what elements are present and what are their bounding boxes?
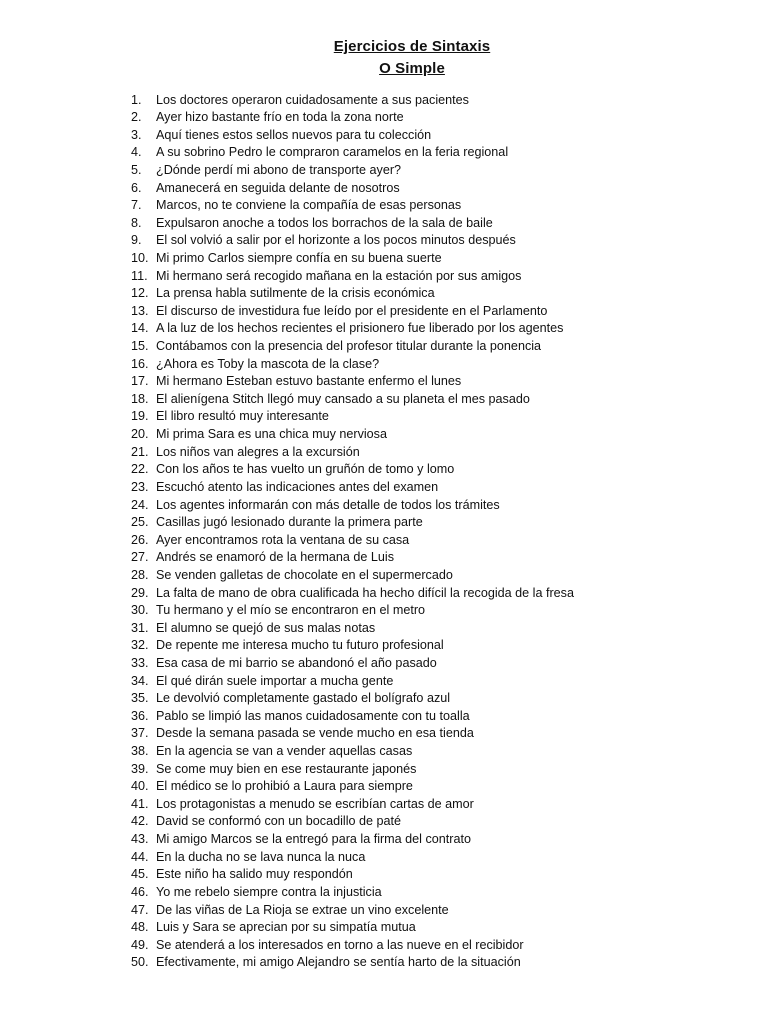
exercise-item (131, 461, 574, 479)
exercise-item (131, 761, 574, 779)
exercise-text: El alienígena Stitch llegó muy cansado a su planeta el mes pasado (156, 391, 530, 406)
exercise-number: 50. (131, 955, 149, 970)
exercise-number: 3. (131, 127, 142, 142)
exercise-item (131, 637, 574, 655)
exercise-number: 29. (131, 585, 149, 600)
exercise-item (131, 215, 574, 233)
document-subtitle: O Simple (379, 60, 445, 77)
exercise-text: Desde la semana pasada se vende mucho en esa tienda (156, 726, 474, 741)
exercise-number: 12. (131, 286, 149, 301)
exercise-number: 45. (131, 867, 149, 882)
exercise-item (131, 919, 574, 937)
exercise-item (131, 725, 574, 743)
exercise-item (131, 479, 574, 497)
exercise-number: 19. (131, 409, 149, 424)
exercise-text: Andrés se enamoró de la hermana de Luis (156, 550, 395, 565)
exercise-item (131, 285, 574, 303)
exercise-number: 32. (131, 638, 149, 653)
exercise-item (131, 303, 574, 321)
exercise-item (131, 796, 574, 814)
exercise-number: 30. (131, 603, 149, 618)
exercise-text: Aquí tienes estos sellos nuevos para tu colección (156, 127, 432, 142)
exercise-item (131, 162, 574, 180)
exercise-item (131, 902, 574, 920)
exercise-number: 16. (131, 356, 149, 371)
exercise-item (131, 690, 574, 708)
exercise-text: A la luz de los hechos recientes el prisionero fue liberado por los agentes (156, 321, 564, 336)
exercise-item (131, 109, 574, 127)
exercise-number: 6. (131, 180, 142, 195)
exercise-item (131, 549, 574, 567)
exercise-text: Mi hermano Esteban estuvo bastante enfermo el lunes (156, 374, 462, 389)
exercise-text: Los niños van alegres a la excursión (156, 444, 360, 459)
exercise-item (131, 831, 574, 849)
exercise-number: 28. (131, 567, 149, 582)
exercise-text: Los protagonistas a menudo se escribían cartas de amor (156, 796, 474, 811)
exercise-item (131, 778, 574, 796)
exercise-item (131, 602, 574, 620)
exercise-text: Esa casa de mi barrio se abandonó el año pasado (156, 656, 437, 670)
exercise-list (131, 92, 574, 972)
exercise-text: Los doctores operaron cuidadosamente a sus pacientes (156, 92, 469, 107)
exercise-item (131, 408, 574, 426)
exercise-number: 5. (131, 162, 142, 177)
exercise-text: Yo me rebelo siempre contra la injusticia (156, 884, 382, 899)
exercise-number: 21. (131, 444, 149, 459)
exercise-item (131, 849, 574, 867)
exercise-number: 22. (131, 462, 149, 477)
exercise-item (131, 813, 574, 831)
exercise-number: 11. (131, 268, 148, 283)
exercise-number: 46. (131, 884, 149, 899)
exercise-item (131, 743, 574, 761)
title-block (0, 36, 768, 80)
exercise-number: 15. (131, 339, 149, 354)
exercise-text: Efectivamente, mi amigo Alejandro se sentía harto de la situación (156, 955, 521, 970)
exercise-item (131, 585, 574, 603)
exercise-text: Con los años te has vuelto un gruñón de tomo y lomo (156, 462, 455, 477)
exercise-text: La prensa habla sutilmente de la crisis económica (156, 286, 435, 301)
exercise-item (131, 250, 574, 268)
exercise-text: El médico se lo prohibió a Laura para siempre (156, 779, 413, 794)
exercise-text: Tu hermano y el mío se encontraron en el metro (156, 603, 426, 618)
exercise-item (131, 708, 574, 726)
exercise-item (131, 444, 574, 462)
exercise-item (131, 673, 574, 691)
exercise-item (131, 144, 574, 162)
exercise-text: A su sobrino Pedro le compraron caramelos en la feria regional (156, 145, 509, 160)
exercise-number: 26. (131, 532, 149, 547)
exercise-item (131, 954, 574, 972)
exercise-item (131, 391, 574, 409)
exercise-item (131, 426, 574, 444)
exercise-text: ¿Dónde perdí mi abono de transporte ayer? (156, 162, 402, 177)
exercise-text: Expulsaron anoche a todos los borrachos de la sala de baile (156, 215, 493, 230)
exercise-text: Mi hermano será recogido mañana en la estación por sus amigos (156, 268, 522, 283)
exercise-text: Se atenderá a los interesados en torno a las nueve en el recibidor (156, 937, 524, 952)
exercise-number: 13. (131, 303, 149, 318)
exercise-text: Mi amigo Marcos se la entregó para la firma del contrato (156, 832, 471, 847)
exercise-item (131, 532, 574, 550)
exercise-number: 48. (131, 920, 149, 935)
exercise-number: 35. (131, 691, 149, 706)
exercise-number: 20. (131, 427, 149, 442)
exercise-text: Se venden galletas de chocolate en el supermercado (156, 567, 453, 582)
exercise-text: Contábamos con la presencia del profesor titular durante la ponencia (156, 339, 542, 354)
exercise-item (131, 497, 574, 515)
exercise-text: David se conformó con un bocadillo de paté (156, 814, 402, 829)
exercise-number: 43. (131, 832, 149, 847)
exercise-number: 10. (131, 250, 149, 265)
exercise-item (131, 655, 574, 673)
exercise-text: El libro resultó muy interesante (156, 409, 329, 424)
exercise-text: De las viñas de La Rioja se extrae un vino excelente (156, 902, 449, 917)
exercise-number: 27. (131, 550, 149, 565)
exercise-item (131, 937, 574, 955)
exercise-text: Se come muy bien en ese restaurante japonés (156, 761, 417, 776)
exercise-item (131, 180, 574, 198)
exercise-item (131, 373, 574, 391)
exercise-number: 23. (131, 479, 149, 494)
exercise-number: 42. (131, 814, 149, 829)
exercise-item (131, 356, 574, 374)
exercise-text: ¿Ahora es Toby la mascota de la clase? (156, 356, 380, 371)
exercise-number: 4. (131, 145, 142, 160)
exercise-number: 14. (131, 321, 149, 336)
exercise-number: 34. (131, 673, 149, 688)
exercise-number: 41. (131, 796, 149, 811)
exercise-text: Ayer hizo bastante frío en toda la zona norte (156, 110, 404, 125)
exercise-item (131, 92, 574, 110)
exercise-item (131, 127, 574, 145)
exercise-number: 25. (131, 515, 149, 530)
exercise-text: Amanecerá en seguida delante de nosotros (156, 180, 400, 195)
exercise-text: Pablo se limpió las manos cuidadosamente con tu toalla (156, 708, 470, 723)
exercise-item (131, 884, 574, 902)
exercise-item (131, 514, 574, 532)
exercise-number: 24. (131, 497, 149, 512)
exercise-number: 8. (131, 215, 142, 230)
exercise-number: 37. (131, 726, 149, 741)
exercise-text: De repente me interesa mucho tu futuro profesional (156, 638, 444, 653)
exercise-item (131, 338, 574, 356)
exercise-number: 31. (131, 620, 149, 635)
exercise-text: Marcos, no te conviene la compañía de esas personas (156, 198, 462, 213)
exercise-item (131, 620, 574, 638)
exercise-item (131, 866, 574, 884)
exercise-text: Escuchó atento las indicaciones antes del examen (156, 479, 439, 494)
exercise-number: 2. (131, 110, 142, 125)
exercise-text: El discurso de investidura fue leído por el presidente en el Parlamento (156, 303, 548, 318)
exercise-item (131, 567, 574, 585)
exercise-text: Mi primo Carlos siempre confía en su buena suerte (156, 250, 442, 265)
exercise-number: 17. (131, 374, 149, 389)
exercise-number: 18. (131, 391, 149, 406)
document-title: Ejercicios de Sintaxis (333, 38, 491, 55)
exercise-text: El sol volvió a salir por el horizonte a los pocos minutos después (156, 233, 516, 248)
exercise-item (131, 320, 574, 338)
exercise-number: 44. (131, 849, 149, 864)
exercise-item (131, 268, 574, 286)
exercise-number: 1. (131, 92, 142, 107)
exercise-text: En la agencia se van a vender aquellas casas (156, 744, 413, 759)
exercise-number: 36. (131, 708, 149, 723)
exercise-text: Le devolvió completamente gastado el bolígrafo azul (156, 691, 451, 706)
exercise-number: 38. (131, 744, 149, 759)
exercise-text: Luis y Sara se aprecian por su simpatía mutua (156, 920, 416, 935)
exercise-text: El alumno se quejó de sus malas notas (156, 620, 376, 635)
exercise-item (131, 197, 574, 215)
exercise-text: Ayer encontramos rota la ventana de su casa (156, 532, 410, 547)
exercise-text: Este niño ha salido muy respondón (156, 867, 353, 882)
exercise-number: 49. (131, 937, 149, 952)
exercise-text: La falta de mano de obra cualificada ha hecho difícil la recogida de la fresa (156, 585, 574, 600)
exercise-text: Casillas jugó lesionado durante la primera parte (156, 515, 423, 530)
exercise-number: 40. (131, 779, 149, 794)
exercise-text: Los agentes informarán con más detalle de todos los trámites (156, 497, 500, 512)
exercise-number: 7. (131, 198, 142, 213)
exercise-number: 9. (131, 233, 142, 248)
exercise-number: 47. (131, 902, 149, 917)
exercise-text: El qué dirán suele importar a mucha gente (156, 673, 394, 688)
exercise-text: En la ducha no se lava nunca la nuca (156, 849, 366, 864)
exercise-number: 39. (131, 761, 149, 776)
exercise-number: 33. (131, 656, 149, 670)
exercise-item (131, 232, 574, 250)
exercise-text: Mi prima Sara es una chica muy nerviosa (156, 427, 387, 442)
